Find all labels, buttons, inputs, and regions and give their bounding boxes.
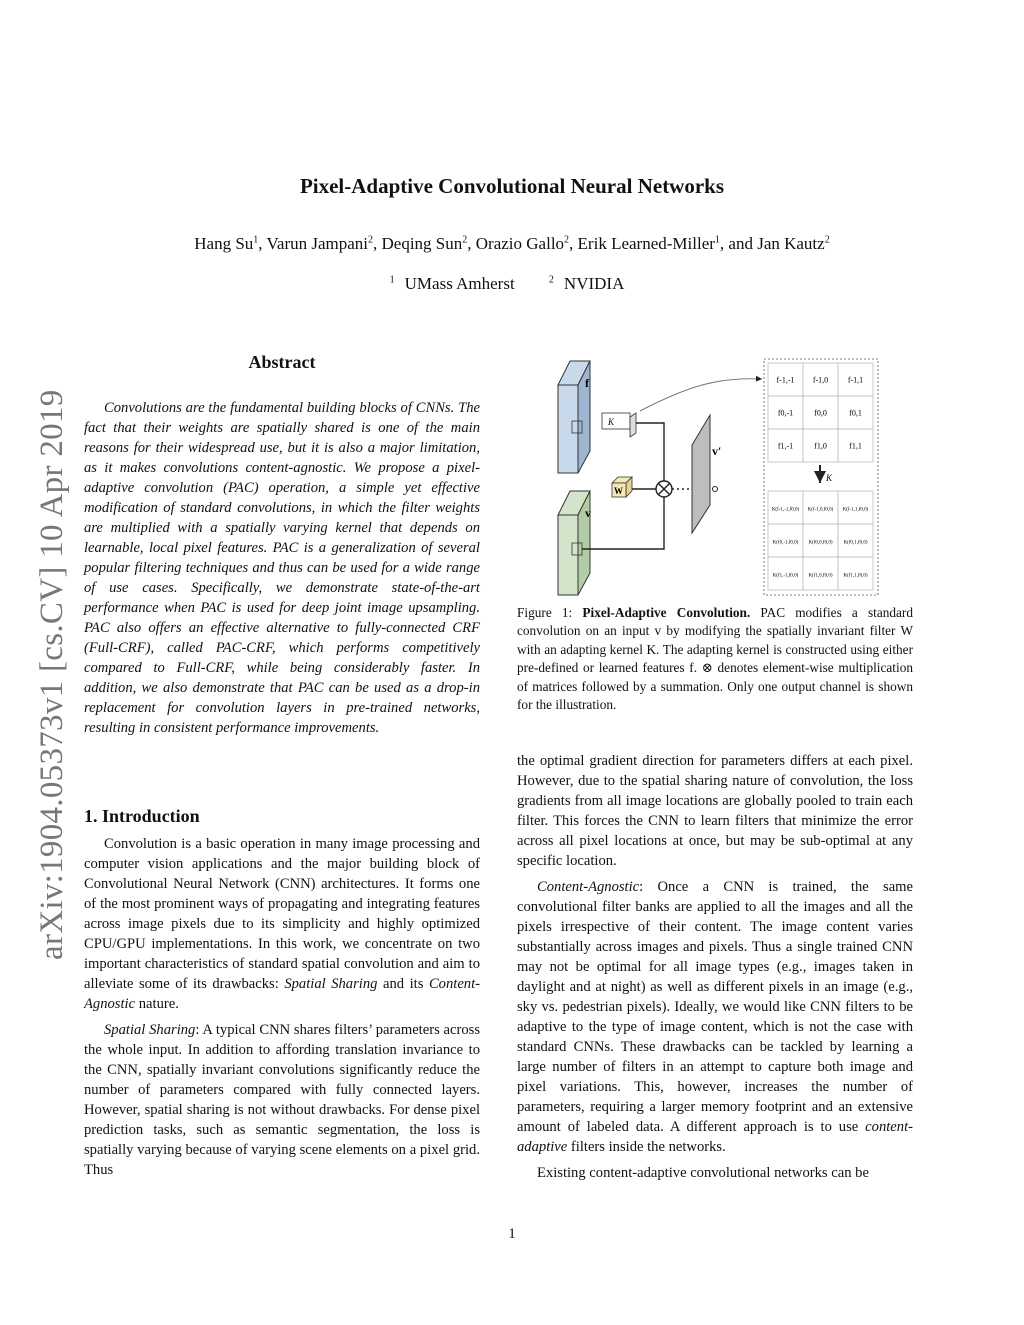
introduction-right-column <box>517 751 913 1183</box>
grid-cell-label: f0,1 <box>849 408 862 418</box>
svg-text:K: K <box>608 417 615 427</box>
grid-cell-label: f1,-1 <box>777 441 794 451</box>
grid-cell-label: K(f-1,-1,f0,0) <box>771 507 800 513</box>
grid-cell-label: K(f0,-1,f0,0) <box>772 540 799 546</box>
affiliations <box>0 274 1024 294</box>
author: Varun Jampani$^2$ <box>266 234 374 253</box>
paragraph: the optimal gradient direction for parameters differs at each pixel. However, due to the spatial sharing nature of convolution, the loss gradients from all image locations are globally pooled to train each filter. This forces the CNN to learn filters that minimize the error across all pixel locations at once, but may be sub-optimal at any specific location. <box>517 753 913 869</box>
paragraph: Existing content-adaptive convolutional networks can be <box>537 1165 869 1181</box>
author: Jan Kautz$^2$ <box>757 234 830 253</box>
affiliation: $^2$ NVIDIA <box>548 274 625 293</box>
arxiv-identifier: arXiv:1904.05373v1 [cs.CV] 10 Apr 2019 <box>34 389 70 960</box>
input-block-v <box>558 491 591 595</box>
abstract-body: Convolutions are the fundamental building blocks of CNNs. The fact that their weights are spatially shared is one of the main reasons for their widespread use, but it is also a major limitation, as it makes convolutions content-agnostic. We propose a pixel-adaptive convolution (PAC) operation, a simple yet effective modification of standard convolutions, in which the filter weights are multiplied with a spatially varying kernel that depends on learnable, local pixel features. PAC is a generalization of several popular filtering techniques and thus can be used for a wide range of use cases. Specifically, we demonstrate state-of-the-art performance when PAC is used for deep joint image upsampling. PAC also offers an effective alternative to fully-connected CRF (Full-CRF), called PAC-CRF, which performs competitively compared to Full-CRF, while being considerably faster. In addition, we also demonstrate that PAC can be used as a drop-in replacement for convolution layers in pre-trained networks, resulting in consistent performance improvements. <box>84 400 480 736</box>
author: Orazio Gallo$^2$ <box>475 234 570 253</box>
svg-text:W: W <box>614 486 623 496</box>
grid-cell-label: K(f-1,0,f0,0) <box>807 507 834 513</box>
grid-cell-label: K(f-1,1,f0,0) <box>842 507 869 513</box>
page-number: 1 <box>508 1226 516 1242</box>
grid-cell-label: K(f1,1,f0,0) <box>843 573 868 579</box>
paragraph: Convolution is a basic operation in many image processing and computer vision applications and the major building block of Convolutional Neural Network (CNN) architectures. It forms one of the most prominent ways of propagating and integrating features across image pixels due to its simplicity and highly optimized CPU/GPU implementations. In this work, we concentrate on two important characteristics of standard spatial convolution and aim to alleviate some of its drawbacks: Spatial Sharing and its Content-Agnostic nature. <box>84 836 481 1012</box>
grid-cell-label: K(f0,0,f0,0) <box>808 540 833 546</box>
grid-cell-label: f-1,-1 <box>776 375 795 385</box>
paragraph: Content-Agnostic: Once a CNN is trained, the same convolutional filter banks are applied to all the images and all the pixels irrespective of their content. The image content varies substantially across images and pixels. Thus a single trained CNN may not be optimal for all image types (e.g., images taken in daylight and at night) as well as different pixels in an image (e.g., sky vs. pedestrian pixels). Ideally, we would like CNN filters to be adaptive to the type of image content, which is not the case with standard CNNs. These drawbacks can be tackled by learning a large number of filters in an attempt to capture both image and pixel variations. This, however, increases the number of parameters, requiring a larger memory footprint and an extensive amount of labeled data. A different approach is to use content-adaptive filters inside the networks. <box>517 879 913 1155</box>
grid-cell-label: f1,1 <box>849 441 862 451</box>
affiliation: $^1$ UMass Amherst <box>389 274 515 293</box>
kernel-grid <box>768 491 873 590</box>
author-list: Hang Su$^1$, Varun Jampani$^2$, Deqing Sun$^2$, Orazio Gallo$^2$, Erik Learned-Miller$^1$, and Jan Kautz$^2$ <box>194 234 830 253</box>
output-block-vprime <box>692 415 721 533</box>
section-heading-introduction: 1. Introduction <box>84 806 200 826</box>
introduction-left-column <box>84 834 480 1180</box>
grid-cell-label: K(f0,1,f0,0) <box>843 540 868 546</box>
abstract-heading: Abstract <box>248 352 316 372</box>
figure-caption: Figure 1: Pixel-Adaptive Convolution. PAC modifies a standard convolution on an input v by modifying the spatially invariant filter W with an adapting kernel K. The adapting kernel is constructed using either pre-defined or learned features f. ⊗ denotes element-wise multiplication of matrices followed by a summation. Only one output channel is shown for the illustration. <box>517 605 913 713</box>
label-vprime: v′ <box>712 444 722 458</box>
grid-cell-label: f1,0 <box>814 441 827 451</box>
grid-cell-label: f-1,1 <box>847 375 864 385</box>
author: Erik Learned-Miller$^1$ <box>577 234 720 253</box>
filter-block-W <box>612 477 632 497</box>
grid-cell-label: K(f1,0,f0,0) <box>808 573 833 579</box>
paragraph: Spatial Sharing: A typical CNN shares filters’ parameters across the whole input. In addition to affording translation invariance to the CNN, spatially invariant convolutions significantly reduce the number of parameters compared with fully connected layers. However, spatial sharing is not without drawbacks. For dense pixel prediction tasks, such as semantic segmentation, the loss is spatially varying because of varying scene elements on a pixel grid. Thus <box>84 1022 480 1178</box>
label-v: v <box>585 506 591 520</box>
paper-title: Pixel-Adaptive Convolutional Neural Networks <box>299 174 725 198</box>
grid-cell-label: f0,0 <box>814 408 827 418</box>
grid-cell-label: f-1,0 <box>812 375 829 385</box>
author: Hang Su$^1$ <box>194 234 259 253</box>
grid-cell-label: K(f1,-1,f0,0) <box>772 573 799 579</box>
author: Deqing Sun$^2$ <box>381 234 468 253</box>
feature-grid <box>768 363 873 462</box>
feature-block-f <box>558 361 590 473</box>
figure-pac-diagram <box>550 355 890 600</box>
label-f: f <box>585 376 589 390</box>
grid-cell-label: f0,-1 <box>777 408 794 418</box>
label-arrow-K: K <box>826 473 833 483</box>
kernel-K <box>602 413 636 437</box>
